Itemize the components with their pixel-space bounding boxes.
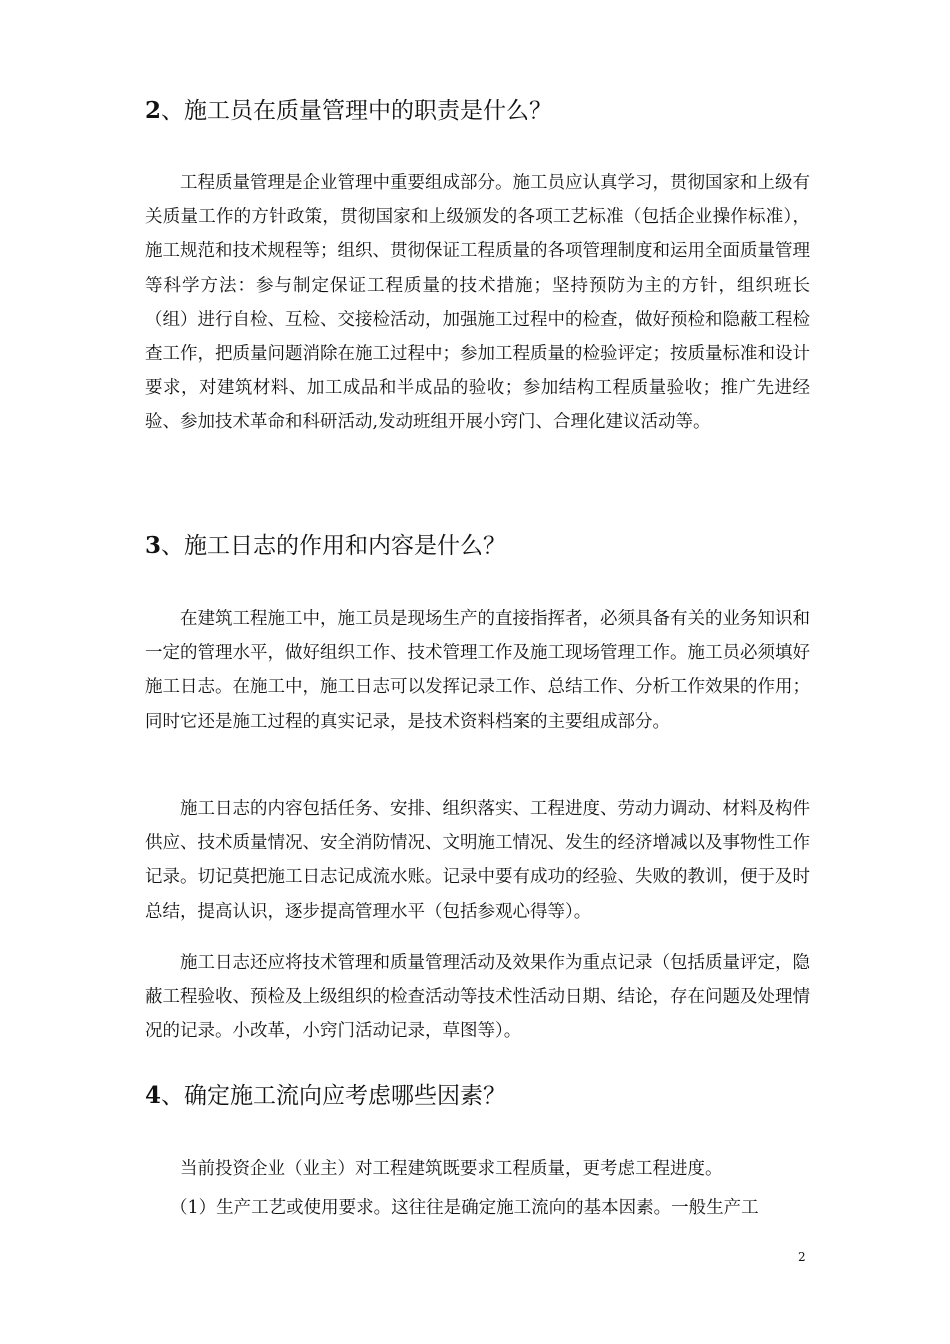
section-heading-2: [145, 93, 825, 129]
section-number: 3: [145, 532, 162, 559]
section-number: 2: [145, 97, 162, 124]
section-heading-4: [145, 1078, 825, 1114]
section-4-paragraph-2: （1）生产工艺或使用要求。这往往是确定施工流向的基本因素。一般生产工: [170, 1198, 759, 1218]
section-3-paragraph-1: 在建筑工程施工中，施工员是现场生产的直接指挥者，必须具备有关的业务知识和一定的管理水平，做好组织工作、技术管理工作及施工现场管理工作。施工员必须填好施工日志。在施工中，施工日志可以发挥记录工作、总结工作、分析工作效果的作用；同时它还是施工过程的真实记录，是技术资料档案的主要组成部分。: [145, 609, 810, 732]
section-heading-3: [145, 528, 825, 564]
section-title: 、施工员在质量管理中的职责是什么？: [161, 98, 553, 124]
section-title: 、确定施工流向应考虑哪些因素？: [161, 1083, 507, 1109]
section-title: 、施工日志的作用和内容是什么？: [161, 533, 507, 559]
section-number: 4: [145, 1082, 162, 1109]
section-3-paragraph-2: 施工日志的内容包括任务、安排、组织落实、工程进度、劳动力调动、材料及构件供应、技术质量情况、安全消防情况、文明施工情况、发生的经济增减以及事物性工作记录。切记莫把施工日志记成流水账。记录中要有成功的经验、失败的教训，便于及时总结，提高认识，逐步提高管理水平（包括参观心得等）。: [145, 799, 810, 922]
section-3-paragraph-3: 施工日志还应将技术管理和质量管理活动及效果作为重点记录（包括质量评定，隐蔽工程验收、预检及上级组织的检查活动等技术性活动日期、结论，存在问题及处理情况的记录。小改革，小窍门活动记录，草图等）。: [145, 953, 810, 1042]
section-2-paragraph-1: 工程质量管理是企业管理中重要组成部分。施工员应认真学习，贯彻国家和上级有关质量工作的方针政策，贯彻国家和上级颁发的各项工艺标准（包括企业操作标准），施工规范和技术规程等；组织、贯彻保证工程质量的各项管理制度和运用全面质量管理等科学方法：参与制定保证工程质量的技术措施；坚持预防为主的方针，组织班长（组）进行自检、互检、交接检活动，加强施工过程中的检查，做好预检和隐蔽工程检查工作，把质量问题消除在施工过程中；参加工程质量的检验评定；按质量标准和设计要求，对建筑材料、加工成品和半成品的验收；参加结构工程质量验收；推广先进经验、参加技术革命和科研活动,发动班组开展小窍门、合理化建议活动等。: [145, 173, 810, 433]
page-number: 2: [798, 1250, 806, 1264]
section-4-paragraph-1: 当前投资企业（业主）对工程建筑既要求工程质量，更考虑工程进度。: [180, 1159, 723, 1179]
